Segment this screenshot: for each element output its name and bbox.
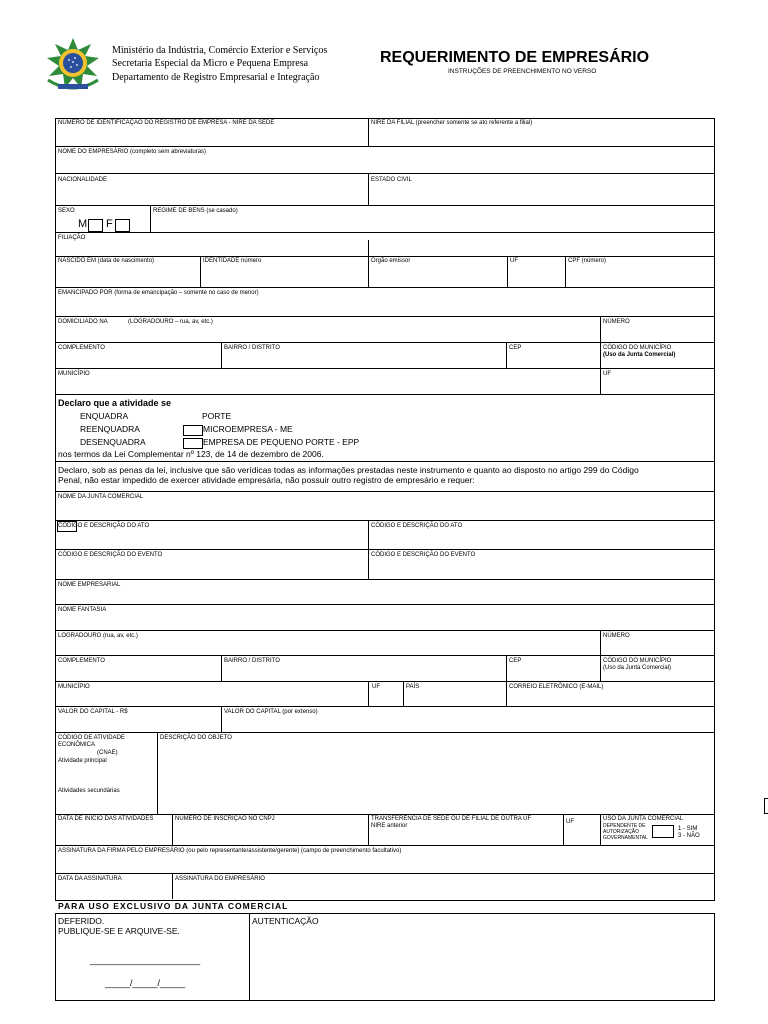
autorizacao-code-box[interactable] xyxy=(652,825,674,838)
microempresa-checkbox[interactable] xyxy=(183,425,203,436)
epp-checkbox[interactable] xyxy=(183,438,203,449)
nome-empresarial-label: NOME EMPRESARIAL xyxy=(58,582,121,588)
identidade-label: IDENTIDADE número xyxy=(203,258,262,264)
bairro-label-2: BAIRRO / DISTRITO xyxy=(224,658,280,664)
reenquadra-option: REENQUADRA xyxy=(80,424,140,434)
margin-mark xyxy=(764,798,768,814)
declaro-atividade-text: Declaro que a atividade se xyxy=(58,398,172,408)
nascido-em-label: NASCIDO EM (data de nascimento) xyxy=(58,258,155,264)
microempresa-label: MICROEMPRESA - ME xyxy=(203,424,293,434)
estado-civil-label: ESTADO CIVIL xyxy=(371,177,412,183)
data-inicio-label: DATA DE INÍCIO DAS ATIVIDADES xyxy=(58,816,154,822)
descricao-objeto-label: DESCRIÇÃO DO OBJETO xyxy=(160,735,232,741)
dependente-label-2: AUTORIZAÇÃO xyxy=(603,829,640,835)
declaro-penas-line-1: Declaro, sob as penas da lei, inclusive que são verídicas todas as informações prestadas neste instrumento e quanto ao disposto no artigo 299 do Código xyxy=(58,465,639,475)
codigo-ato-label-1: CÓDIGO E DESCRIÇÃO DO ATO xyxy=(58,523,150,529)
numero-label-1: NÚMERO xyxy=(603,319,630,325)
atividades-secundarias-label: Atividades secundárias xyxy=(58,788,120,794)
transferencia-label-2: NIRE anterior xyxy=(371,823,408,829)
domiciliado-label: DOMICILIADO NA xyxy=(58,319,108,325)
codigo-atividade-label-2: ECONÔMICA xyxy=(58,742,96,748)
nao-label: 3 - NÃO xyxy=(678,833,700,839)
org-line-1: Ministério da Indústria, Comércio Exterior e Serviços xyxy=(112,45,328,56)
municipio-label-2: MUNICÍPIO xyxy=(58,684,90,690)
sexo-m-checkbox[interactable] xyxy=(88,219,103,232)
nacionalidade-label: NACIONALIDADE xyxy=(58,177,108,183)
complemento-label-2: COMPLEMENTO xyxy=(58,658,105,664)
logradouro-hint: (LOGRADOURO – rua, av, etc.) xyxy=(128,319,213,325)
bairro-label-1: BAIRRO / DISTRITO xyxy=(224,345,280,351)
codigo-ato-label-2: CÓDIGO E DESCRIÇÃO DO ATO xyxy=(371,523,463,529)
date-line: _____/_____/_____ xyxy=(105,978,186,988)
page-subtitle: INSTRUÇÕES DE PREENCHIMENTO NO VERSO xyxy=(448,68,597,75)
sexo-f-label: F xyxy=(106,218,113,230)
codigo-municipio-label-2: CÓDIGO DO MUNICÍPIO xyxy=(603,658,672,664)
cnae-label: (CNAE) xyxy=(97,750,118,756)
epp-label: EMPRESA DE PEQUENO PORTE - EPP xyxy=(203,437,360,447)
sexo-f-checkbox[interactable] xyxy=(115,219,130,232)
codigo-evento-label-2: CÓDIGO E DESCRIÇÃO DO EVENTO xyxy=(371,552,476,558)
page-title: REQUERIMENTO DE EMPRESÁRIO xyxy=(380,49,650,66)
dependente-label-3: GOVERNAMENTAL xyxy=(603,835,648,841)
dependente-label-1: DEPENDENTE DE xyxy=(603,823,646,829)
codigo-municipio-label-1: CÓDIGO DO MUNICÍPIO xyxy=(603,345,672,351)
emancipado-label: EMANCIPADO POR (forma de emancipação – somente no caso de menor) xyxy=(58,290,259,296)
codigo-evento-label-1: CÓDIGO E DESCRIÇÃO DO EVENTO xyxy=(58,552,163,558)
uf-label-2: UF xyxy=(603,371,611,377)
cep-label-1: CEP xyxy=(509,345,522,351)
pais-label: PAÍS xyxy=(406,684,420,690)
desenquadra-option: DESENQUADRA xyxy=(80,437,146,447)
nome-empresario-label: NOME DO EMPRESÁRIO (completo sem abreviaturas) xyxy=(58,149,207,155)
nire-sede-label: NÚMERO DE IDENTIFICAÇÃO DO REGISTRO DE EMPRESA - NIRE DA SEDE xyxy=(58,120,275,126)
porte-heading: PORTE xyxy=(202,411,232,421)
complemento-label-1: COMPLEMENTO xyxy=(58,345,105,351)
sim-label: 1 - SIM xyxy=(678,826,698,832)
uso-junta-plain-label: (Uso da Junta Comercial) xyxy=(603,665,672,671)
email-label: CORREIO ELETRÔNICO (E-MAIL) xyxy=(509,684,604,690)
uf-label-4: UF xyxy=(566,819,574,825)
assinatura-empresario-label: ASSINATURA DO EMPRESÁRIO xyxy=(175,876,265,882)
inscricao-cnpj-label: NÚMERO DE INSCRIÇÃO NO CNPJ xyxy=(175,816,275,822)
publique-text: PUBLIQUE-SE E ARQUIVE-SE. xyxy=(58,926,180,936)
data-assinatura-label: DATA DA ASSINATURA xyxy=(58,876,122,882)
orgao-emissor-label: Órgão emissor xyxy=(371,258,411,264)
municipio-label-1: MUNICÍPIO xyxy=(58,371,90,377)
uso-exclusivo-heading: PARA USO EXCLUSIVO DA JUNTA COMERCIAL xyxy=(58,901,289,911)
numero-label-2: NÚMERO xyxy=(603,633,630,639)
cpf-label: CPF (número) xyxy=(568,258,607,264)
nome-junta-label: NOME DA JUNTA COMERCIAL xyxy=(58,494,144,500)
uf-label-3: UF xyxy=(372,684,380,690)
org-line-3: Departamento de Registro Empresarial e Integração xyxy=(112,72,320,83)
termos-lei-text: nos termos da Lei Complementar nº 123, de 14 de dezembro de 2006. xyxy=(58,449,324,459)
deferido-text: DEFERIDO. xyxy=(58,916,105,926)
enquadra-option: ENQUADRA xyxy=(80,411,129,421)
nire-filial-label: NIRE DA FILIAL (preencher somente se ato referente a filial) xyxy=(371,120,533,126)
logradouro-label-2: LOGRADOURO (rua, av, etc.) xyxy=(58,633,138,639)
sexo-label: SEXO xyxy=(58,208,75,214)
uso-junta-bold-label: (Uso da Junta Comercial) xyxy=(603,352,676,358)
autenticacao-label: AUTENTICAÇÃO xyxy=(252,916,319,926)
org-line-2: Secretaria Especial da Micro e Pequena Empresa xyxy=(112,58,309,69)
assinatura-firma-label: ASSINATURA DA FIRMA PELO EMPRESÁRIO (ou pelo representante/assistente/gerente) (campo de preenchimento facultativo) xyxy=(58,848,402,854)
regime-bens-label: REGIME DE BENS (se casado) xyxy=(153,208,238,214)
declaro-penas-line-2: Penal, não estar impedido de exercer atividade empresária, não possuir outro registro de empresário e requer: xyxy=(58,475,475,485)
cep-label-2: CEP xyxy=(509,658,522,664)
atividade-principal-label: Atividade principal xyxy=(58,758,107,764)
signature-line: ______________________ xyxy=(90,955,201,965)
valor-extenso-label: VALOR DO CAPITAL (por extenso) xyxy=(224,709,318,715)
sexo-m-label: M xyxy=(78,218,88,230)
transferencia-label-1: TRANSFERÊNCIA DE SEDE OU DE FILIAL DE OUTRA UF xyxy=(371,816,532,822)
uf-label-1: UF xyxy=(510,258,518,264)
codigo-atividade-label-1: CÓDIGO DE ATIVIDADE xyxy=(58,735,125,741)
valor-capital-label: VALOR DO CAPITAL - R$ xyxy=(58,709,128,715)
brazil-coat-of-arms-logo xyxy=(40,36,106,96)
filiacao-label: FILIAÇÃO xyxy=(58,235,86,241)
nome-fantasia-label: NOME FANTASIA xyxy=(58,607,107,613)
form-frame xyxy=(55,118,715,901)
uso-junta-upper-label: USO DA JUNTA COMERCIAL xyxy=(603,816,684,822)
